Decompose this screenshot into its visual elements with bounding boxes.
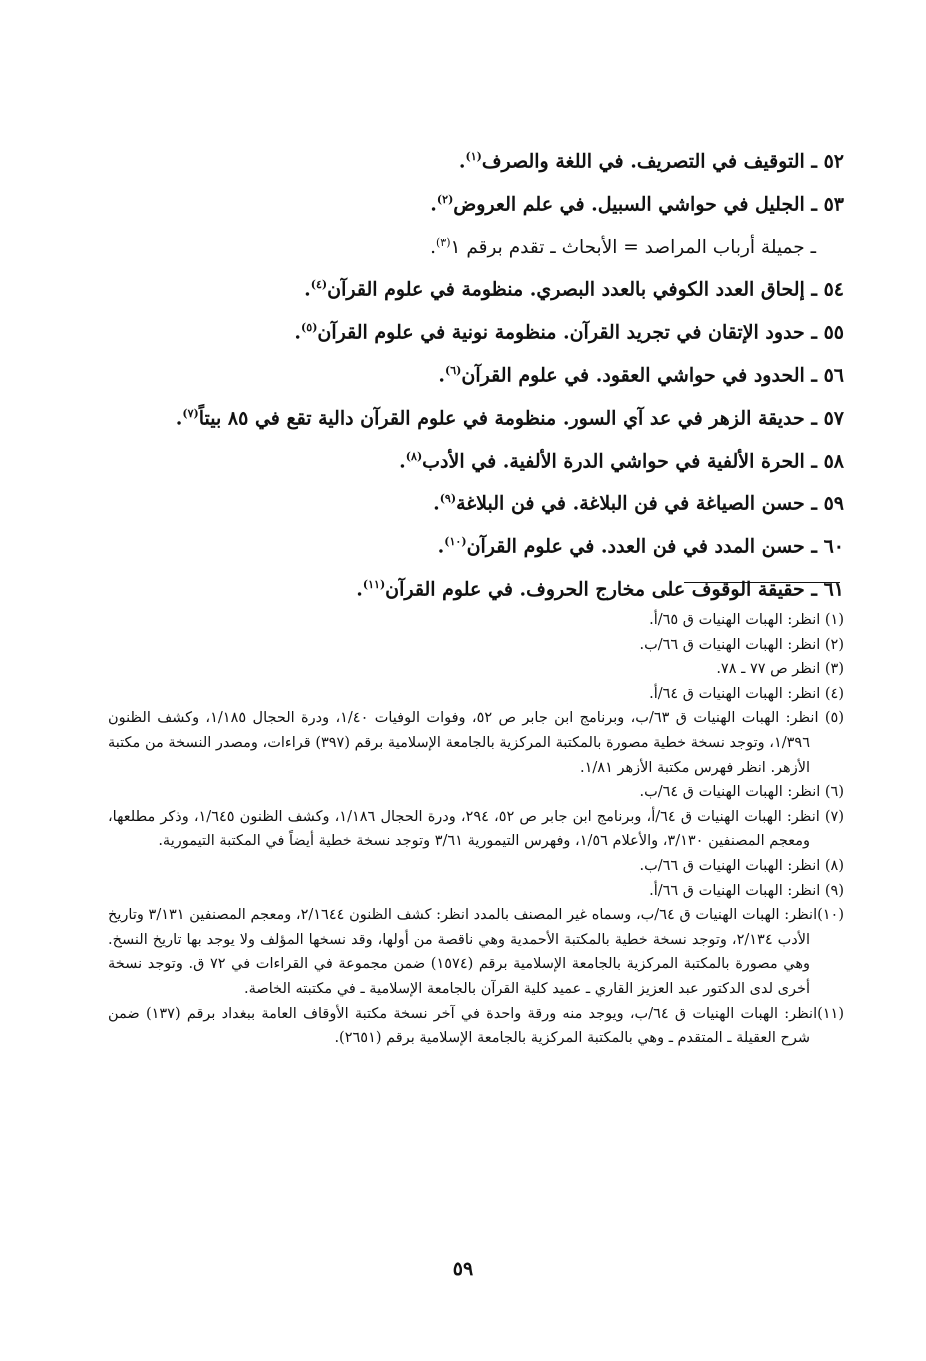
footnote-ref: (١) (465, 150, 482, 163)
footnote-ref: (١١) (362, 578, 386, 592)
footnote-ref: (٩) (439, 492, 457, 506)
list-item: ٥٧ ـ حديقة الزهر في عد آي السور. منظومة في علوم القرآن دالية تقع في ٨٥ بيتاً$^{(٧)}$. (175, 406, 844, 430)
footnote: (١٠)انظر: الهبات الهنيات ق ٦٤/ب، وسماه غير المصنف بالمدد انظر: كشف الظنون ٢/١٦٤٤، ومعجم المصنفين ٣/١٣١ وتاريخ الأدب ٢/١٣٤، وتوجد نسخة خطية بالمكتبة الأحمدية وهي ناقصة من أولها، وقد نسخها المؤلف ولا يوجد بها تاريخ النسخ. وهي مصورة بالمكتبة المركزية بالجامعة الإسلامية برقم (١٥٧٤) ضمن مجموعة في القراءات في ٧٢ ق. وتوجد نسخة أخرى لدى الدكتور عبد العزيز القاري ـ عميد كلية القرآن بالجامعة الإسلامية ـ في مكتبته الخاصة. (108, 907, 845, 997)
footnote: (٣) انظر ص ٧٧ ـ ٧٨. (716, 661, 844, 678)
list-item: ٥٣ ـ الجليل في حواشي السبيل. في علم العروض$^{(٢)}$. (430, 192, 844, 216)
works-list (84, 138, 844, 609)
footnote-ref: (٣) (435, 235, 451, 249)
footnote: (٧) انظر: الهبات الهنيات ق ٦٤/أ، وبرنامج ابن جابر ص ٥٢، ٢٩٤، ودرة الحجال ١/١٨٦، وكشف الظنون ١/٦٤٥، وذكر مطلعها، ومعجم المصنفين ٣/١٣٠، والأعلام ١/٥٦، وفهرس التيمورية ٣/٦١ وتوجد نسخة خطية أيضاً في المكتبة التيمورية. (108, 808, 845, 850)
page-number: ٥٩ (452, 1258, 474, 1280)
list-item: ٥٨ ـ الحرة الألفية في حواشي الدرة الألفية. في الأدب$^{(٨)}$. (399, 449, 844, 472)
footnotes-list (108, 608, 844, 1051)
footnote-ref: (٥) (301, 321, 318, 335)
footnote-ref: (٢) (436, 192, 454, 206)
footnote: (٨) انظر: الهبات الهنيات ق ٦٦/ب. (639, 857, 844, 874)
footnote: (٤) انظر: الهبات الهنيات ق ٦٤/أ. (649, 685, 844, 702)
footnote: (٩) انظر: الهبات الهنيات ق ٦٦/أ. (649, 882, 844, 899)
footnote-ref: (٦) (445, 363, 462, 377)
footnote-separator (684, 582, 840, 583)
footnote: (٥) انظر: الهبات الهنيات ق ٦٣/ب، وبرنامج ابن جابر ص ٥٢، وفوات الوفيات ١/٤٠، ودرة الحجال ١/١٨٥، وكشف الظنون ١/٣٩٦، وتوجد نسخة خطية مصورة بالمكتبة المركزية بالجامعة الإسلامية برقم (٣٩٧) قراءات، ومصدر النسخة من مكتبة الأزهر. انظر فهرس مكتبة الأزهر ١/٨١. (108, 710, 844, 776)
footnote-ref: (٤) (310, 278, 328, 292)
list-item: ٥٩ ـ حسن الصياغة في فن البلاغة. في فن البلاغة$^{(٩)}$. (433, 492, 844, 515)
list-item: ٦٠ ـ حسن المدد في فن العدد. في علوم القرآن$^{(١٠)}$. (437, 535, 844, 558)
footnote-ref: (١٠) (444, 535, 467, 549)
footnote: (٦) انظر: الهبات الهنيات ق ٦٤/ب. (639, 784, 844, 801)
footnote: (١١)انظر: الهبات الهنيات ق ٦٤/ب، ويوجد منه ورقة واحدة في آخر نسخة مكتبة الأوقاف العامة ببغداد برقم (١٣٧) ضمن شرح العقيلة ـ المتقدم ـ وهي بالمكتبة المركزية بالجامعة الإسلامية برقم (٢٦٥١). (108, 1005, 845, 1047)
footnote: (٢) انظر: الهبات الهنيات ق ٦٦/ب. (639, 636, 844, 653)
footnote-ref: (٧) (182, 406, 199, 420)
list-item: ٥٢ ـ التوقيف في التصريف. في اللغة والصرف$^{(١)}$. (458, 150, 844, 173)
list-item: ٥٦ ـ الحدود في حواشي العقود. في علوم القرآن$^{(٦)}$. (438, 363, 844, 387)
list-item: ٦١ ـ حقيقة الوقوف على مخارج الحروف. في علوم القرآن$^{(١١)}$. (356, 578, 844, 601)
list-item: ـ جميلة أرباب المراصد = الأبحاث ـ تقدم برقم ١$^{(٣)}$. (430, 235, 816, 258)
footnote-ref: (٨) (405, 449, 423, 463)
list-item: ٥٥ ـ حدود الإتقان في تجريد القرآن. منظومة نونية في علوم القرآن$^{(٥)}$. (294, 321, 844, 344)
footnote: (١) انظر: الهبات الهنيات ق ٦٥/أ. (649, 612, 844, 628)
list-item: ٥٤ ـ إلحاق العدد الكوفي بالعدد البصري. منظومة في علوم القرآن$^{(٤)}$. (304, 278, 844, 301)
